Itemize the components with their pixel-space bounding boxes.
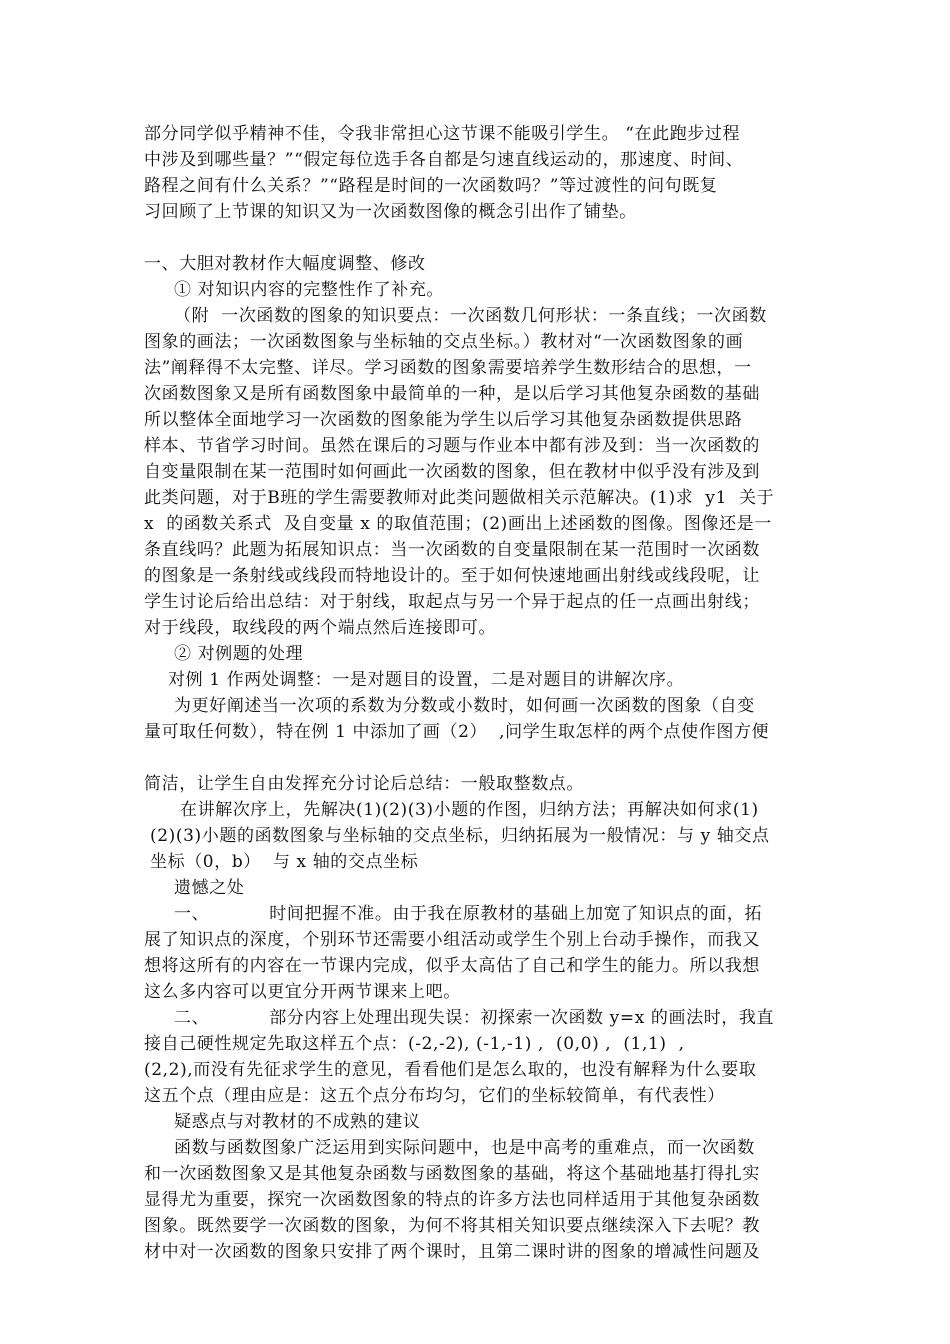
text-line: 样本、节省学习时间。虽然在课后的习题与作业本中都有涉及到：当一次函数的 (144, 436, 760, 456)
text-line: 展了知识点的深度，个别环节还需要小组活动或学生个别上台动手操作，而我又 (144, 930, 760, 950)
text-line: 量可取任何数），特在例 1 中添加了画（2） ,问学生取怎样的两个点使作图方便 (144, 722, 770, 742)
text-line: x 的函数关系式 及自变量 x 的取值范围；(2)画出上述函数的图像。图像还是一 (144, 514, 772, 534)
text-line: 接自己硬性规定先取这样五个点：(-2,-2), (-1,-1) , (0,0) , (1,1) , (144, 1034, 685, 1054)
text-line: 自变量限制在某一范围时如何画此一次函数的图象，但在教材中似乎没有涉及到 (144, 462, 760, 482)
text-line: 这么多内容可以更宜分开两节课来上吧。 (144, 982, 461, 1002)
text-line: 对例 1 作两处调整：一是对题目的设置，二是对题目的讲解次序。 (144, 670, 685, 690)
text-line: 的图象是一条射线或线段而特地设计的。至于如何快速地画出射线或线段呢，让 (144, 566, 760, 586)
text-line: 法”阐释得不太完整、详尽。学习函数的图象需要培养学生数形结合的思想，一 (144, 358, 752, 378)
text-line: 想将这所有的内容在一节课内完成，似乎太高估了自己和学生的能力。所以我想 (144, 956, 760, 976)
text-line: 图象。既然要学一次函数的图象，为何不将其相关知识要点继续深入下去呢？教 (144, 1216, 760, 1236)
text-line: 这五个点（理由应是：这五个点分布均匀，它们的坐标较简单，有代表性） (144, 1086, 725, 1106)
text-line: 和一次函数图象又是其他复杂函数与函数图象的基础，将这个基础地基打得扎实 (144, 1164, 760, 1184)
text-line: （附 一次函数的图象的知识要点：一次函数几何形状：一条直线；一次函数 (144, 306, 767, 326)
text-line: 图象的画法；一次函数图象与坐标轴的交点坐标。）教材对“一次函数图象的画 (144, 332, 744, 352)
text-line: 二、 部分内容上处理出现失误：初探索一次函数 y=x 的画法时，我直 (144, 1008, 775, 1028)
text-line: 显得尤为重要，探究一次函数图象的特点的许多方法也同样适用于其他复杂函数 (144, 1190, 760, 1210)
subheading: ② 对例题的处理 (144, 644, 304, 664)
text-line: 中涉及到哪些量？”“假定每位选手各自都是匀速直线运动的，那速度、时间、 (144, 150, 744, 170)
text-line: 对于线段，取线段的两个端点然后连接即可。 (144, 618, 496, 638)
text-line: 函数与函数图象广泛运用到实际问题中，也是中高考的重难点，而一次函数 (144, 1138, 755, 1158)
text-line: 条直线吗？此题为拓展知识点：当一次函数的自变量限制在某一范围时一次函数 (144, 540, 760, 560)
blank-line (144, 745, 816, 771)
text-line: 简洁，让学生自由发挥充分讨论后总结：一般取整数点。 (144, 774, 584, 794)
text-line: 材中对一次函数的图象只安排了两个课时，且第二课时讲的图象的增减性问题及 (144, 1242, 760, 1262)
text-line: 学生讨论后给出总结：对于射线，取起点与另一个异于起点的任一点画出射线； (144, 592, 760, 612)
text-line: 部分同学似乎精神不佳，令我非常担心这节课不能吸引学生。 “在此跑步过程 (144, 124, 741, 144)
subheading: ① 对知识内容的完整性作了补充。 (144, 280, 445, 300)
text-line: 次函数图象又是所有函数图象中最简单的一种，是以后学习其他复杂函数的基础 (144, 384, 760, 404)
text-line: 一、 时间把握不准。由于我在原教材的基础上加宽了知识点的面，拓 (144, 904, 763, 924)
text-line: 为更好阐述当一次项的系数为分数或小数时，如何画一次函数的图象（自变 (144, 696, 755, 716)
subheading: 遗憾之处 (144, 878, 245, 898)
section-heading: 一、大胆对教材作大幅度调整、修改 (144, 254, 426, 274)
subheading: 疑惑点与对教材的不成熟的建议 (144, 1112, 421, 1132)
text-line: 此类问题，对于B班的学生需要教师对此类问题做相关示范解决。(1)求 y1 关于 (144, 488, 775, 508)
text-line: 路程之间有什么关系？”“路程是时间的一次函数吗？”等过渡性的问句既复 (144, 176, 718, 196)
blank-line (144, 225, 816, 251)
text-line: (2)(3)小题的函数图象与坐标轴的交点坐标，归纳拓展为一般情况：与 y 轴交点 (144, 826, 770, 846)
text-line: (2,2),而没有先征求学生的意见，看看他们是怎么取的，也没有解释为什么要取 (144, 1060, 757, 1080)
text-line: 在讲解次序上，先解决(1)(2)(3)小题的作图，归纳方法；再解决如何求(1) (144, 800, 759, 820)
text-line: 习回顾了上节课的知识又为一次函数图像的概念引出作了铺垫。 (144, 202, 637, 222)
text-line: 坐标（0，b） 与 x 轴的交点坐标 (144, 852, 419, 872)
text-line: 所以整体全面地学习一次函数的图象能为学生以后学习其他复杂函数提供思路 (144, 410, 743, 430)
